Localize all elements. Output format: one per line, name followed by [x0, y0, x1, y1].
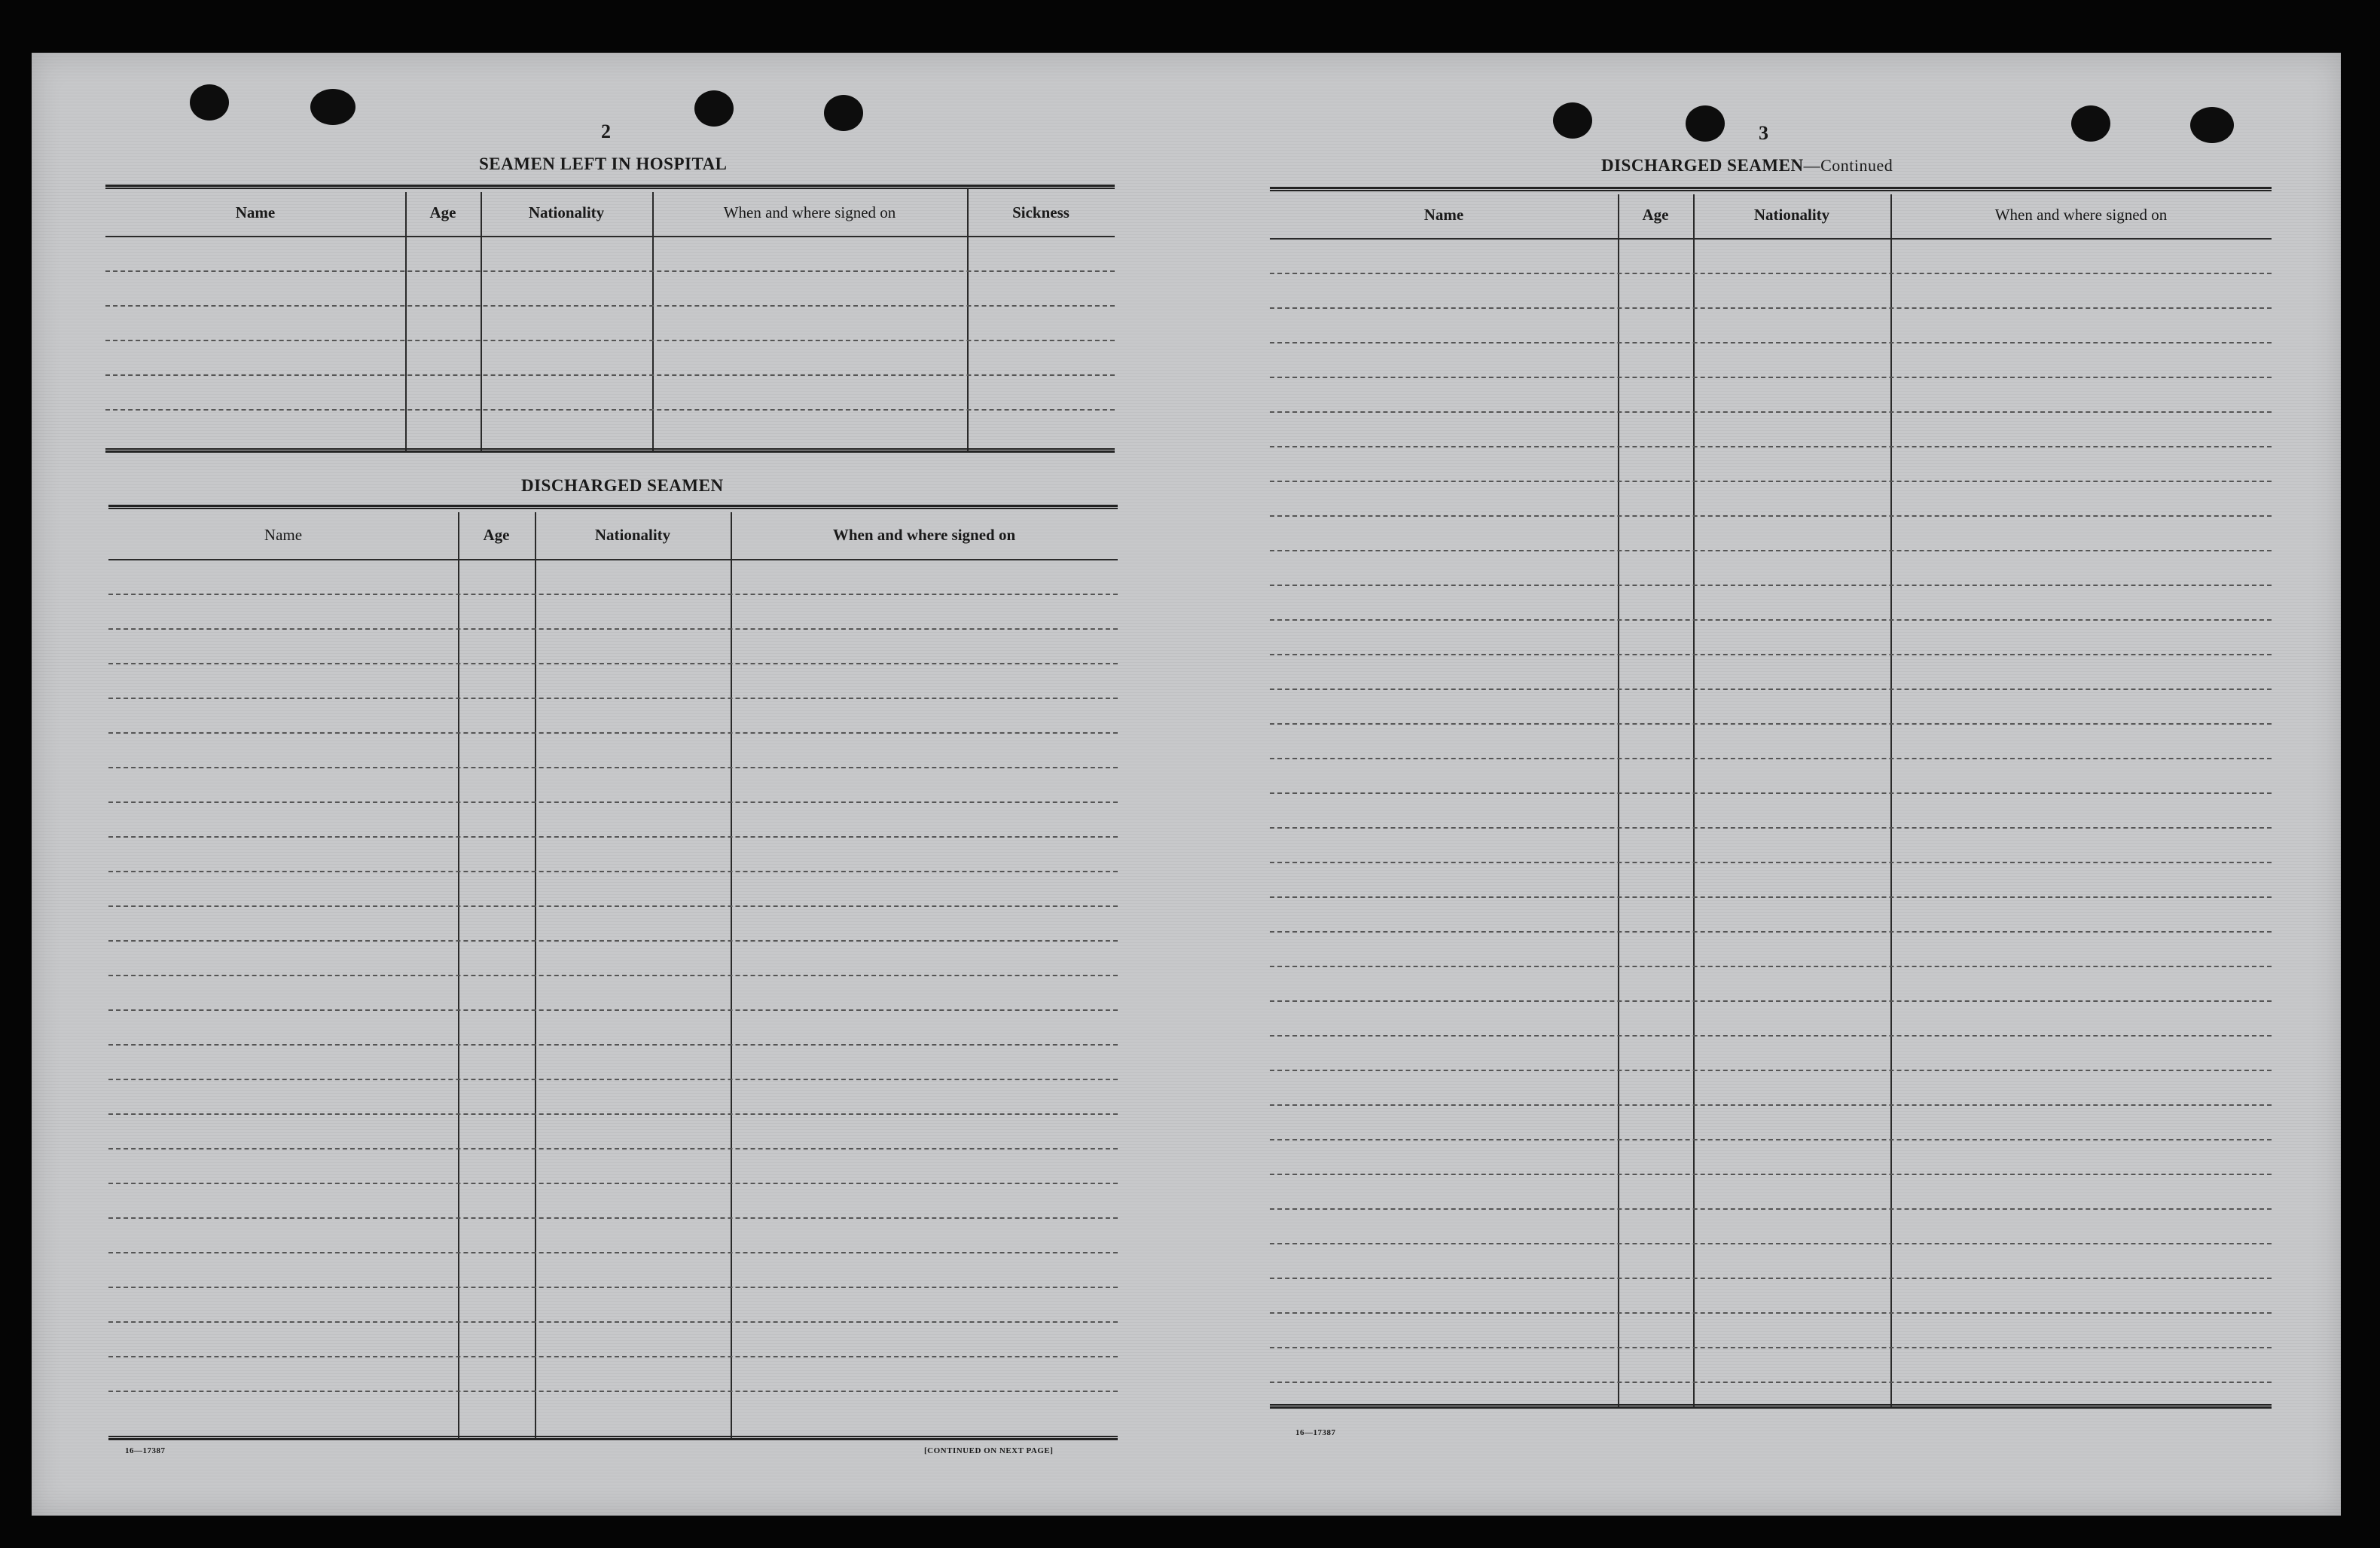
discharged-continued-title	[1601, 156, 1893, 176]
column-header-signed-on: When and where signed on	[832, 526, 1016, 544]
column-header-age: Age	[1642, 206, 1669, 224]
discharged-table-left	[108, 505, 1118, 1443]
column-header-signed-on: When and where signed on	[1994, 206, 2168, 224]
form-number-right: 16—17387	[1295, 1428, 1336, 1437]
column-header-name: Name	[264, 526, 303, 544]
column-header-name: Name	[235, 203, 276, 221]
punch-hole	[1553, 102, 1592, 139]
column-header-nationality: Nationality	[528, 203, 605, 221]
column-header-nationality: Nationality	[1753, 206, 1830, 224]
punch-hole	[190, 84, 229, 121]
continued-note: [CONTINUED ON NEXT PAGE]	[924, 1446, 1054, 1455]
page-number-left: 2	[601, 121, 611, 142]
punch-hole	[824, 95, 863, 131]
punch-hole	[310, 89, 355, 125]
form-sheet	[32, 53, 2341, 1516]
column-header-signed-on: When and where signed on	[723, 203, 896, 221]
column-header-name: Name	[1423, 206, 1464, 224]
hospital-section-title: SEAMEN LEFT IN HOSPITAL	[479, 154, 728, 173]
column-header-nationality: Nationality	[594, 526, 671, 544]
column-header-age: Age	[429, 203, 456, 221]
continued-suffix: —Continued	[1803, 156, 1893, 175]
column-header-age: Age	[483, 526, 510, 544]
column-header-sickness: Sickness	[1012, 203, 1069, 221]
punch-hole	[694, 90, 734, 127]
page-number-right: 3	[1759, 122, 1768, 144]
punch-hole	[1686, 105, 1725, 142]
discharged-continued-title-text: DISCHARGED SEAMEN	[1601, 156, 1804, 175]
discharged-table-right	[1270, 187, 2272, 1415]
form-number-left: 16—17387	[125, 1446, 166, 1455]
punch-hole	[2071, 105, 2110, 142]
hospital-table	[105, 185, 1115, 456]
punch-hole	[2190, 107, 2234, 143]
discharged-section-title: DISCHARGED SEAMEN	[521, 476, 724, 495]
